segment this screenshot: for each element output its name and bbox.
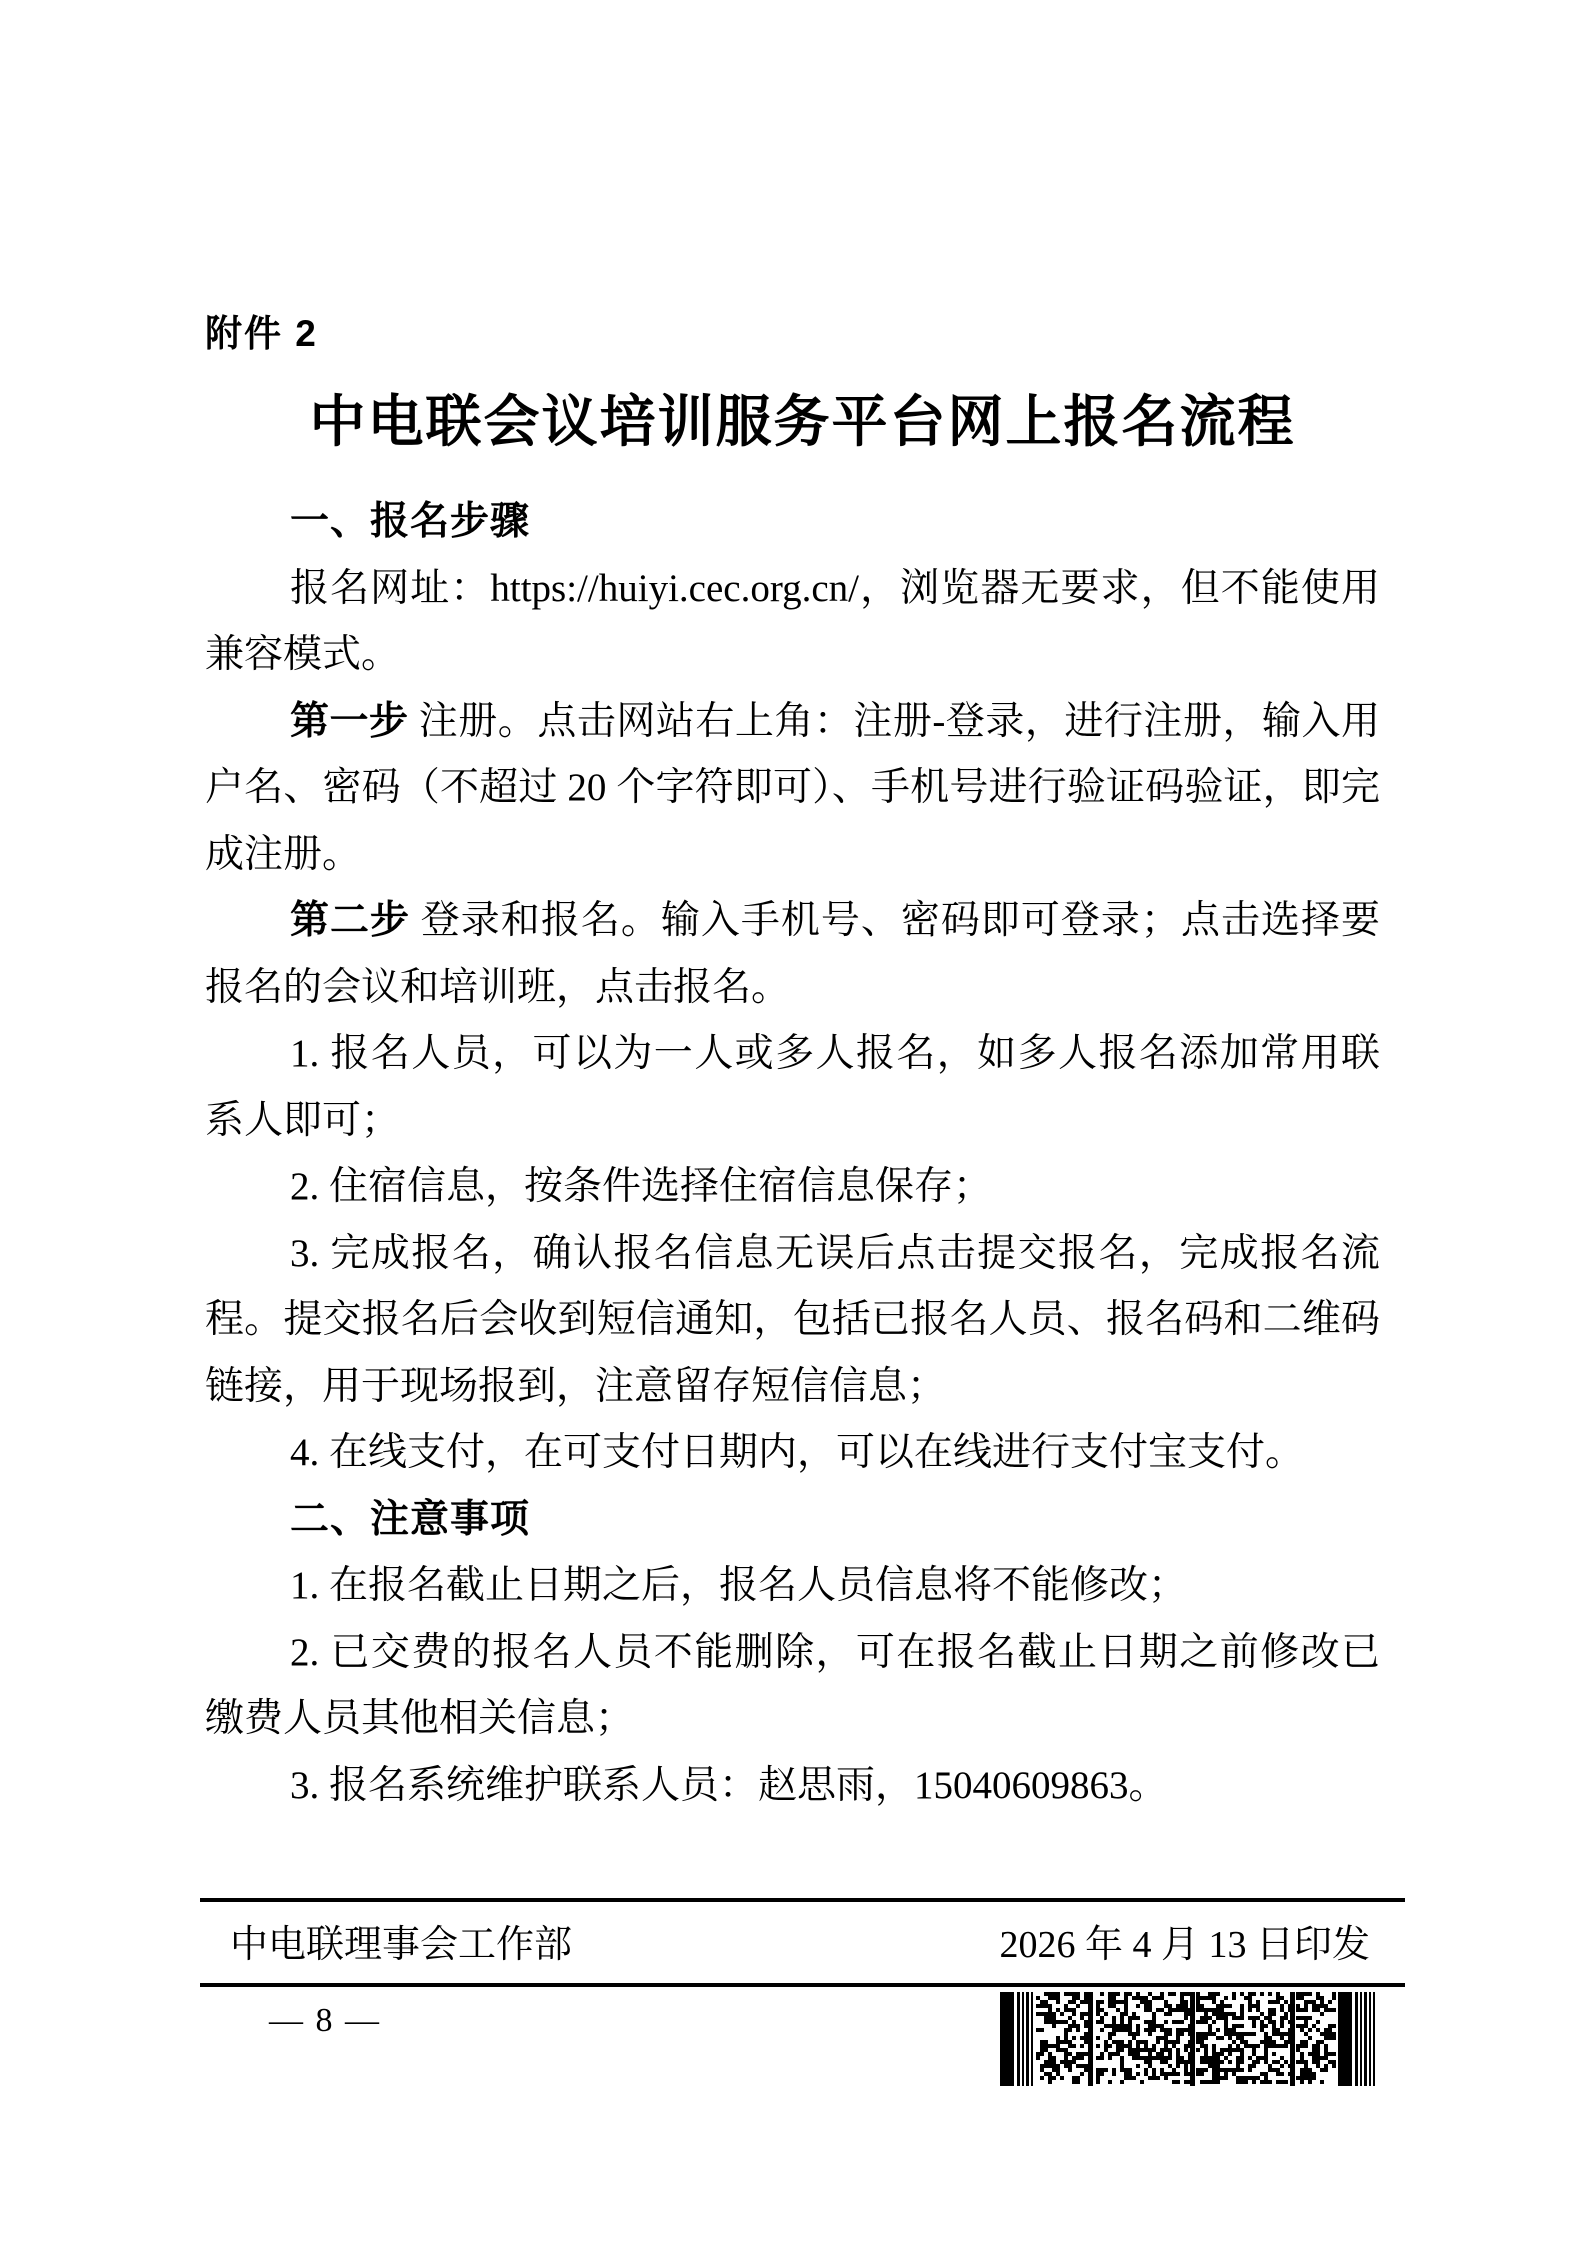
paragraph-note3: 3. 报名系统维护联系人员：赵思雨，15040609863。 [290, 1763, 1168, 1807]
paragraph-note1: 1. 在报名截止日期之后，报名人员信息将不能修改； [290, 1564, 1188, 1607]
pdf417-barcode-icon [1000, 1992, 1375, 2086]
footer-row [230, 1917, 1370, 1973]
footer-rule-top [200, 1898, 1405, 1902]
paragraph-item2: 2. 住宿信息，按条件选择住宿信息保存； [290, 1165, 993, 1208]
paragraph-step2 [205, 888, 1380, 1021]
paragraph-item1: 1. 报名人员，可以为一人或多人报名，如多人报名添加常用联系人即可； [205, 1032, 1380, 1142]
step2-text: 登录和报名。输入手机号、密码即可登录；点击选择要报名的会议和培训班，点击报名。 [205, 899, 1380, 1009]
page-title: 中电联会议培训服务平台网上报名流程 [309, 392, 1296, 454]
footer-issuer: 中电联理事会工作部 [230, 1924, 573, 1966]
paragraph-intro: 报名网址：https://huiyi.cec.org.cn/，浏览器无要求，但不能使用兼容模式。 [205, 566, 1380, 676]
paragraph-step1 [205, 689, 1380, 889]
step1-label: 第一步 [290, 699, 409, 743]
step1-text: 注册。点击网站右上角：注册-登录，进行注册，输入用户名、密码（不超过 20 个字符即可）、手机号进行验证码验证，即完成注册。 [205, 699, 1380, 876]
section1-heading: 一、报名步骤 [290, 500, 531, 543]
section2-heading: 二、注意事项 [290, 1497, 531, 1541]
page-number: — 8 — [269, 2002, 381, 2039]
footer-issue-date: 2026 年 4 月 13 日印发 [999, 1924, 1370, 1966]
step2-label: 第二步 [290, 899, 411, 942]
attachment-label: 附件 2 [205, 313, 318, 354]
paragraph-note2: 2. 已交费的报名人员不能删除，可在报名截止日期之前修改已缴费人员其他相关信息； [205, 1630, 1380, 1740]
paragraph-item4: 4. 在线支付，在可支付日期内，可以在线进行支付宝支付。 [290, 1431, 1305, 1474]
footer-rule-bottom [200, 1983, 1405, 1987]
paragraph-item3: 3. 完成报名，确认报名信息无误后点击提交报名，完成报名流程。提交报名后会收到短信通知，包括已报名人员、报名码和二维码链接，用于现场报到，注意留存短信信息； [205, 1231, 1380, 1408]
document-body [205, 489, 1380, 1819]
